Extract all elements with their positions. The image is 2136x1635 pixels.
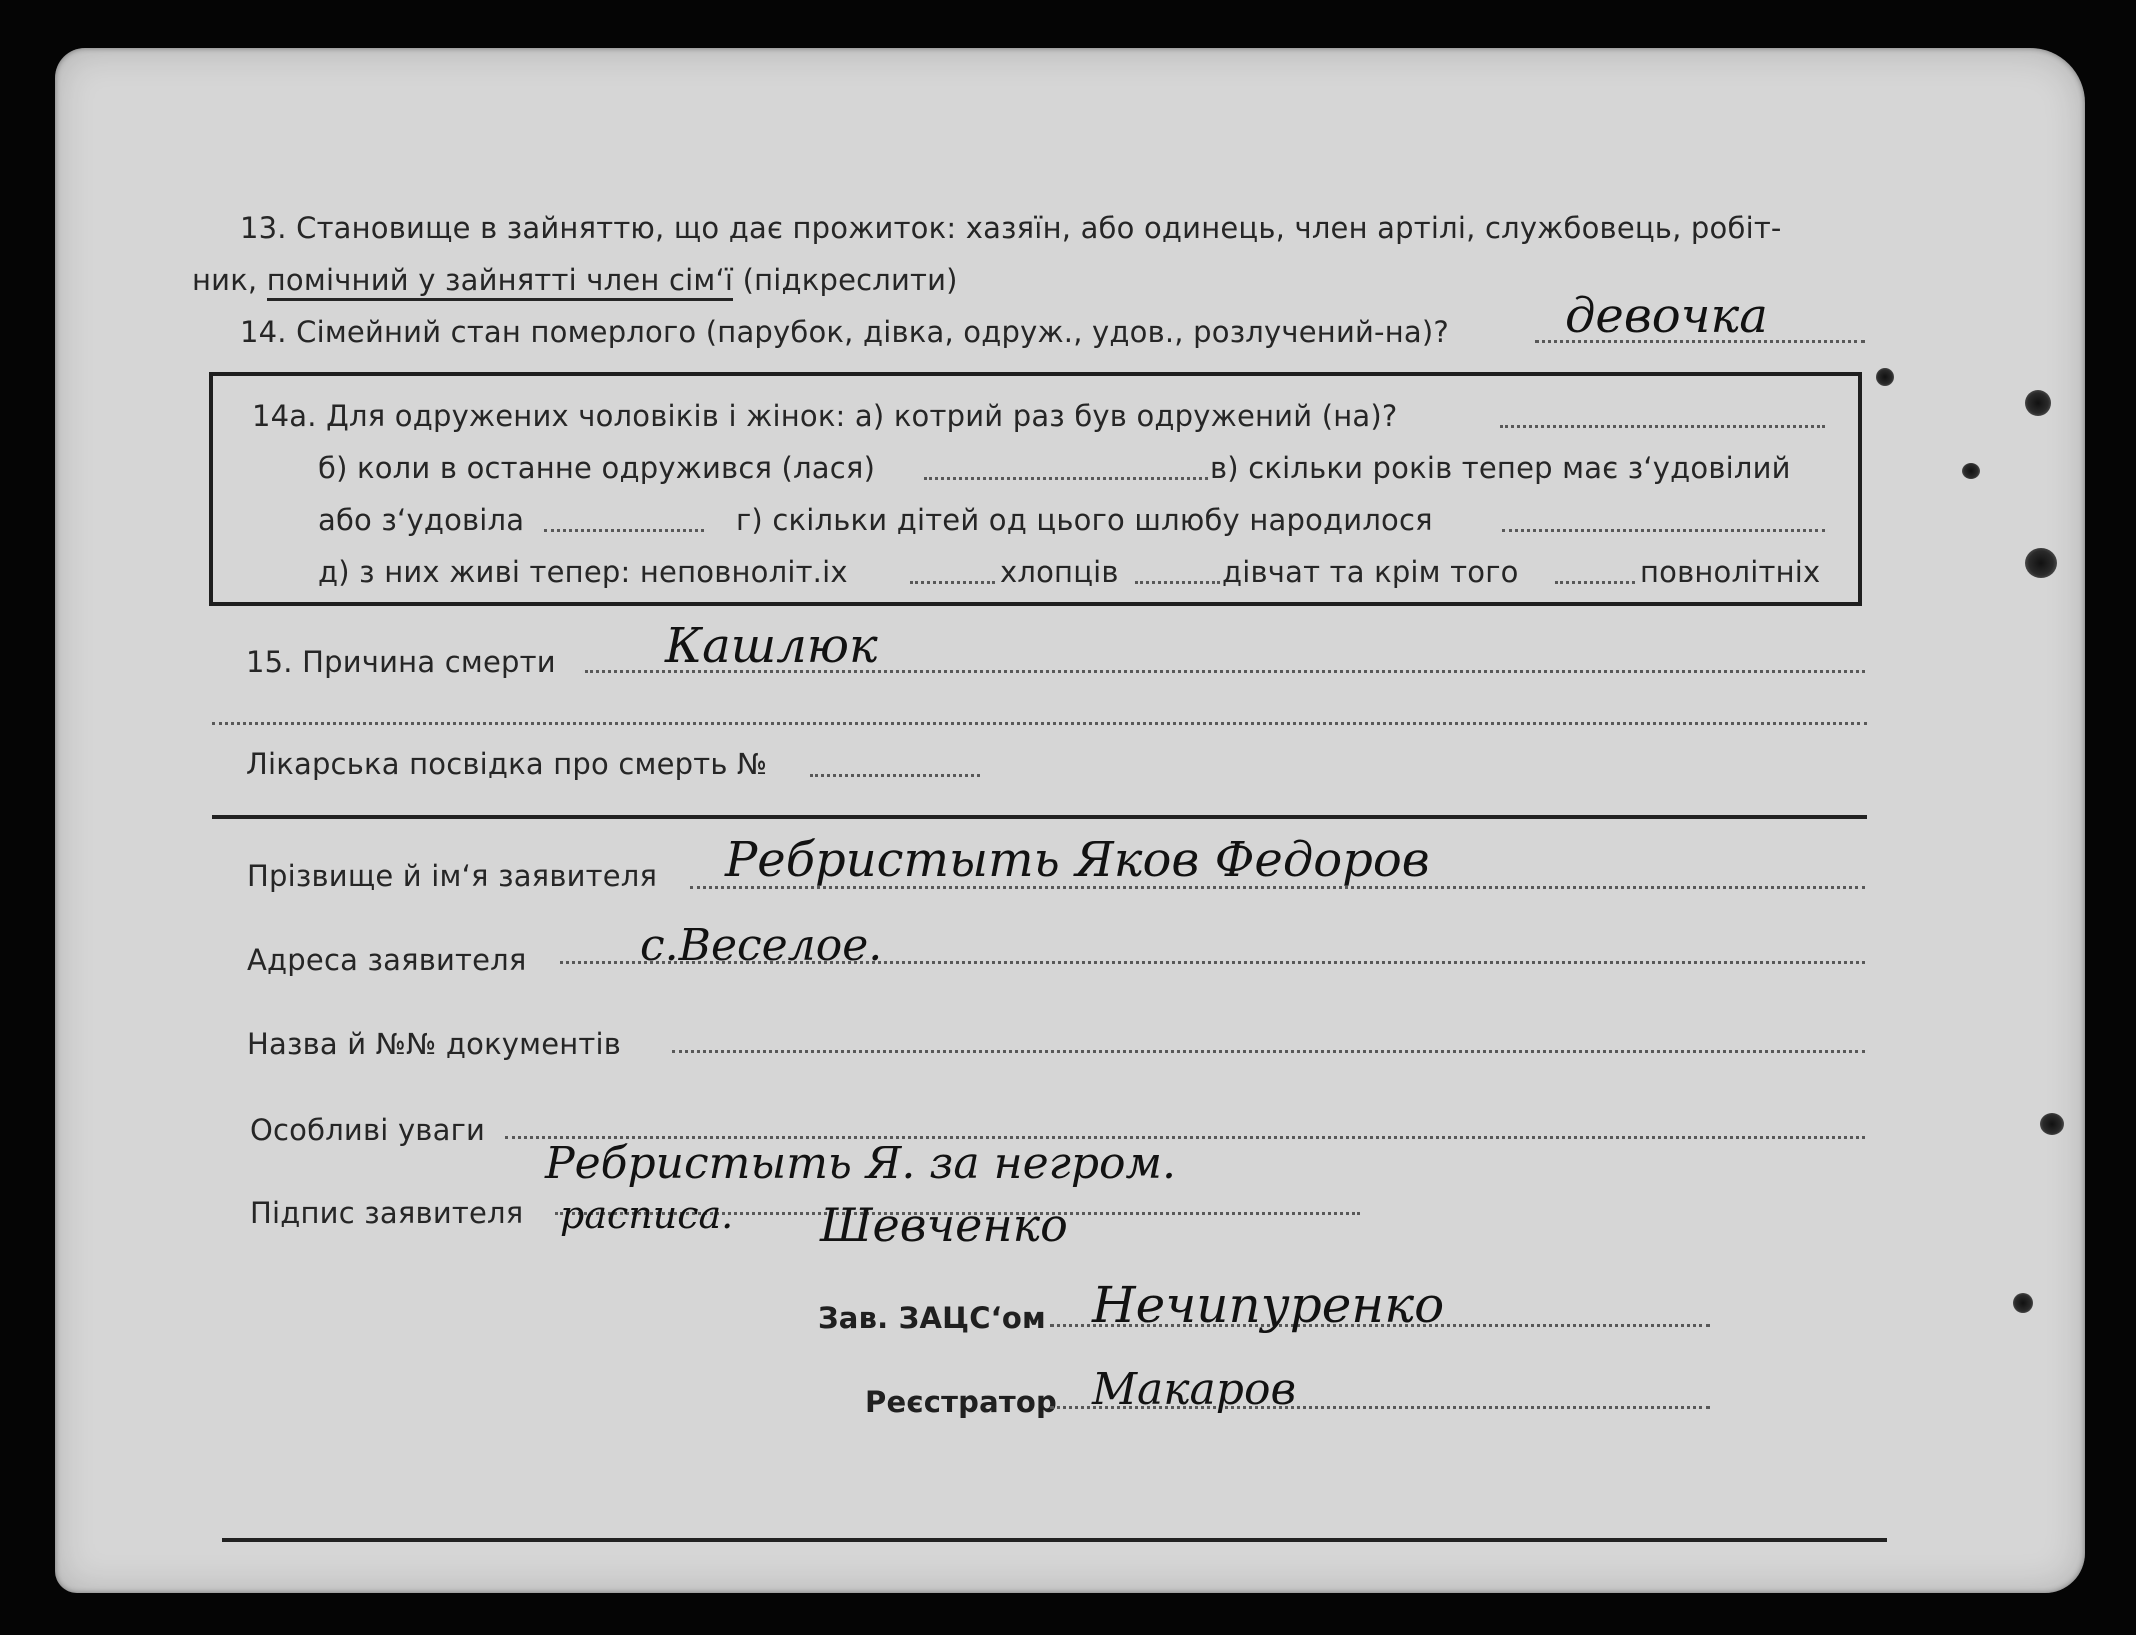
item15-handwritten-answer: Кашлюк (665, 618, 878, 674)
remarks-handwritten: Ребристыть Я. за негром. (545, 1138, 1176, 1189)
applicant-signature-handwritten-a: расписа. (560, 1193, 734, 1237)
item13-line2-prefix: ник, (192, 263, 258, 297)
item14a-line1: 14а. Для одружених чоловіків і жінок: а) котрий раз був одружений (на)? (252, 399, 1398, 433)
item14-label: 14. Сімейний стан померлого (парубок, дівка, одруж., удов., розлучений-на)? (240, 315, 1449, 349)
item14a-line4-b: хлопців (1000, 555, 1119, 589)
punch-hole (2025, 390, 2051, 416)
item14a-answer-line-1 (1500, 425, 1825, 428)
item13-line2-suffix: (підкреслити) (742, 263, 958, 297)
medical-certificate-line (810, 774, 980, 777)
punch-hole (2013, 1293, 2033, 1313)
registrar-signature: Макаров (1092, 1364, 1297, 1415)
applicant-signature-handwritten-b: Шевченко (820, 1198, 1068, 1252)
zags-head-signature: Нечипуренко (1092, 1276, 1445, 1334)
applicant-signature-label: Підпис заявителя (250, 1196, 524, 1230)
punch-hole (1962, 463, 1980, 479)
applicant-address-handwritten: с.Веселое. (640, 920, 883, 971)
remarks-label: Особливі уваги (250, 1113, 486, 1147)
punch-hole (2025, 548, 2057, 578)
applicant-name-handwritten: Ребристыть Яков Федоров (725, 832, 1430, 888)
item14a-line3-a: або з‘удовіла (318, 503, 525, 537)
item14-handwritten-answer: девочка (1565, 288, 1768, 344)
punch-hole (2040, 1113, 2064, 1135)
section-divider (212, 815, 1867, 819)
item14a-answer-line-6 (1135, 581, 1220, 584)
item14a-line4-c: дівчат та крім того (1222, 555, 1519, 589)
item13-line2 (192, 263, 958, 297)
item13-underlined-choice: помічний у зайнятті член сім‘ї (267, 263, 733, 301)
item15-label: 15. Причина смерти (246, 645, 556, 679)
punch-hole (1876, 368, 1894, 386)
item13-line1: 13. Становище в зайняттю, що дає прожиток: хазяїн, або одинець, член артілі, службовець, робіт- (240, 211, 1782, 245)
item14a-answer-line-4 (1502, 529, 1825, 532)
item14a-answer-line-7 (1555, 581, 1635, 584)
medical-certificate-label: Лікарська посвідка про смерть № (246, 747, 768, 781)
registrar-label: Реєстратор (865, 1385, 1057, 1419)
item14a-line3-b: г) скільки дітей од цього шлюбу народилося (736, 503, 1433, 537)
bottom-rule (222, 1538, 1887, 1542)
documents-label: Назва й №№ документів (247, 1027, 622, 1061)
item14a-answer-line-3 (544, 529, 704, 532)
item15-answer-line-2 (212, 722, 1867, 725)
zags-head-label: Зав. ЗАЦС‘ом (818, 1301, 1046, 1335)
item14a-line4-a: д) з них живі тепер: неповноліт.іх (318, 555, 848, 589)
item14a-line2-a: б) коли в останне одружився (лася) (318, 451, 876, 485)
item14a-line2-b: в) скільки років тепер має з‘удовілий (1210, 451, 1791, 485)
item14a-answer-line-2 (924, 477, 1208, 480)
applicant-address-label: Адреса заявителя (247, 943, 527, 977)
applicant-name-label: Прізвище й ім‘я заявителя (247, 859, 658, 893)
item14a-line4-d: повнолітніх (1640, 555, 1821, 589)
item14a-answer-line-5 (910, 581, 995, 584)
documents-line (672, 1050, 1865, 1053)
